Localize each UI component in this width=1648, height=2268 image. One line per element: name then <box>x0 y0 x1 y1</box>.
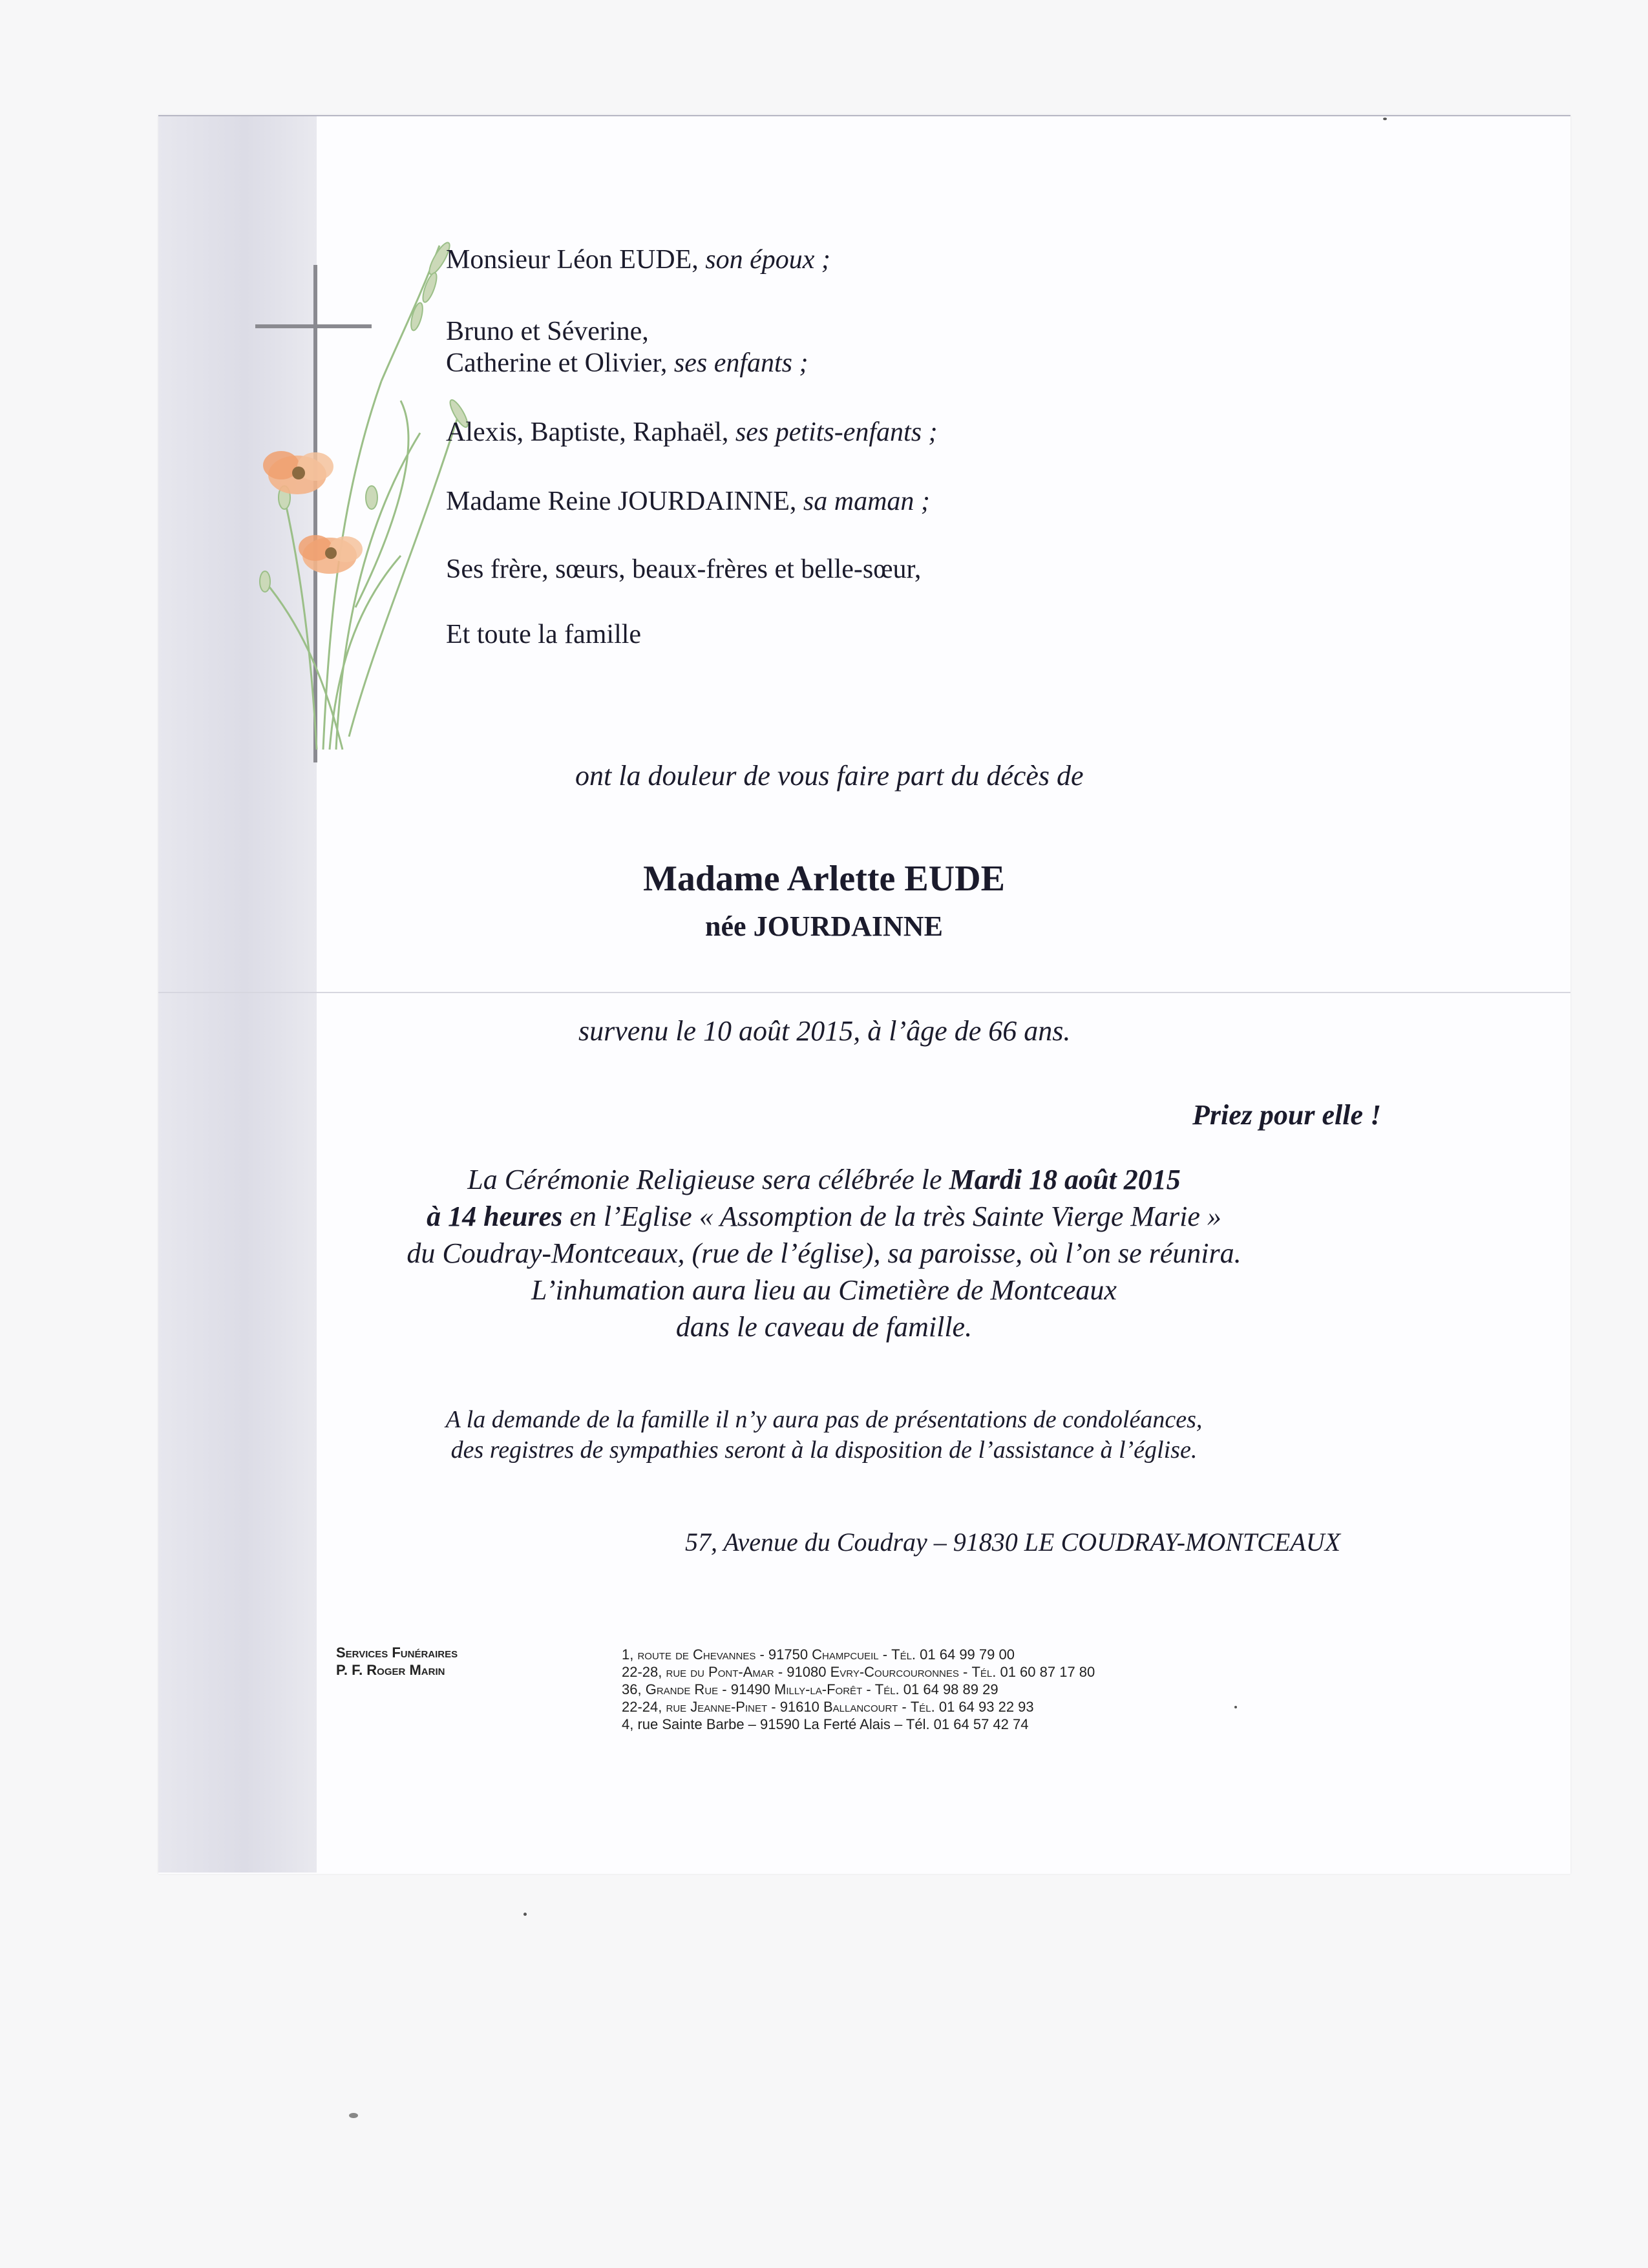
funeral-service-name: P. F. Roger Marin <box>336 1662 445 1678</box>
funeral-service-address-line <box>622 1699 1034 1716</box>
address-part: Milly-la-Forêt <box>774 1681 863 1697</box>
funeral-service-address-line <box>622 1664 1095 1681</box>
address-part: route de Chevannes <box>637 1646 756 1663</box>
address-part: 01 60 87 17 80 <box>996 1664 1095 1680</box>
funeral-service-address-line <box>622 1646 1015 1663</box>
address-part: Tél. <box>910 1699 935 1715</box>
address-part: - <box>958 1664 972 1680</box>
family-line-rest: Et toute la famille <box>446 620 642 649</box>
address-part: 22-28, <box>622 1664 666 1680</box>
scan-speck <box>523 1913 527 1916</box>
family-line-mother: Madame Reine JOURDAINNE, sa maman ; <box>446 487 930 516</box>
cross-icon <box>255 265 372 762</box>
deceased-name: Madame Arlette EUDE <box>643 859 1005 899</box>
address-part: Champcueil <box>812 1646 879 1663</box>
family-line-siblings: Ses frère, sœurs, beaux-frères et belle-sœur, <box>446 554 922 584</box>
condolences-line-1: A la demande de la famille il n’y aura pas de présentations de condoléances, <box>445 1406 1203 1433</box>
ceremony-line-4: L’inhumation aura lieu au Cimetière de Montceaux <box>531 1274 1117 1306</box>
death-date-age: survenu le 10 août 2015, à l’âge de 66 ans. <box>578 1015 1071 1047</box>
address-part: 01 64 98 89 29 <box>899 1681 998 1697</box>
address-part: - <box>898 1699 911 1715</box>
address-part: 01 64 93 22 93 <box>935 1699 1034 1715</box>
ceremony-line-2: à 14 heures en l’Eglise « Assomption de la très Sainte Vierge Marie » <box>427 1201 1221 1232</box>
family-line-children-2: Catherine et Olivier, ses enfants ; <box>446 348 808 378</box>
funeral-service-address-line <box>622 1681 998 1698</box>
address-part: 4, rue Sainte Barbe – 91590 La Ferté Alais – Tél. 01 64 57 42 74 <box>622 1716 1029 1732</box>
address-part: Tél. <box>874 1681 900 1697</box>
condolences-line-2: des registres de sympathies seront à la disposition de l’assistance à l’église. <box>450 1436 1198 1464</box>
address-part: 22-24, <box>622 1699 666 1715</box>
announcement-intro: ont la douleur de vous faire part du décès de <box>575 760 1084 792</box>
address-part: rue du Pont-Amar <box>666 1664 774 1680</box>
address-part: Grande Rue <box>645 1681 719 1697</box>
address-part: Tél. <box>971 1664 997 1680</box>
address-part: - 91490 <box>718 1681 775 1697</box>
home-address: 57, Avenue du Coudray – 91830 LE COUDRAY-MONTCEAUX <box>685 1528 1341 1557</box>
scan-speck <box>349 2113 358 2118</box>
address-part: 01 64 99 79 00 <box>916 1646 1015 1663</box>
fold-line <box>158 992 1570 993</box>
address-part: - 91610 <box>767 1699 823 1715</box>
address-part: Evry-Courcouronnes <box>830 1664 959 1680</box>
address-part: - <box>862 1681 875 1697</box>
ceremony-line-3: du Coudray-Montceaux, (rue de l’église), sa paroisse, où l’on se réunira. <box>407 1237 1241 1269</box>
address-part: - <box>878 1646 892 1663</box>
address-part: 1, <box>622 1646 638 1663</box>
family-line-husband: Monsieur Léon EUDE, son époux ; <box>446 245 830 275</box>
address-part: - 91750 <box>755 1646 812 1663</box>
address-part: 36, <box>622 1681 646 1697</box>
address-part: rue Jeanne-Pinet <box>666 1699 768 1715</box>
address-part: Tél. <box>891 1646 916 1663</box>
ceremony-line-1: La Cérémonie Religieuse sera célébrée le Mardi 18 août 2015 <box>467 1164 1181 1195</box>
scan-speck <box>1234 1706 1237 1708</box>
family-line-grandchildren: Alexis, Baptiste, Raphaël, ses petits-enfants ; <box>446 417 938 447</box>
prayer-line: Priez pour elle ! <box>1192 1099 1382 1131</box>
funeral-service-address-line <box>622 1716 1028 1733</box>
family-line-children-1: Bruno et Séverine, <box>446 317 649 346</box>
funeral-service-label: Services Funéraires <box>336 1644 458 1661</box>
deceased-maiden-name: née JOURDAINNE <box>705 910 943 942</box>
address-part: Ballancourt <box>823 1699 898 1715</box>
scan-speck <box>1383 118 1387 120</box>
ceremony-line-5: dans le caveau de famille. <box>675 1311 973 1343</box>
address-part: - 91080 <box>774 1664 830 1680</box>
